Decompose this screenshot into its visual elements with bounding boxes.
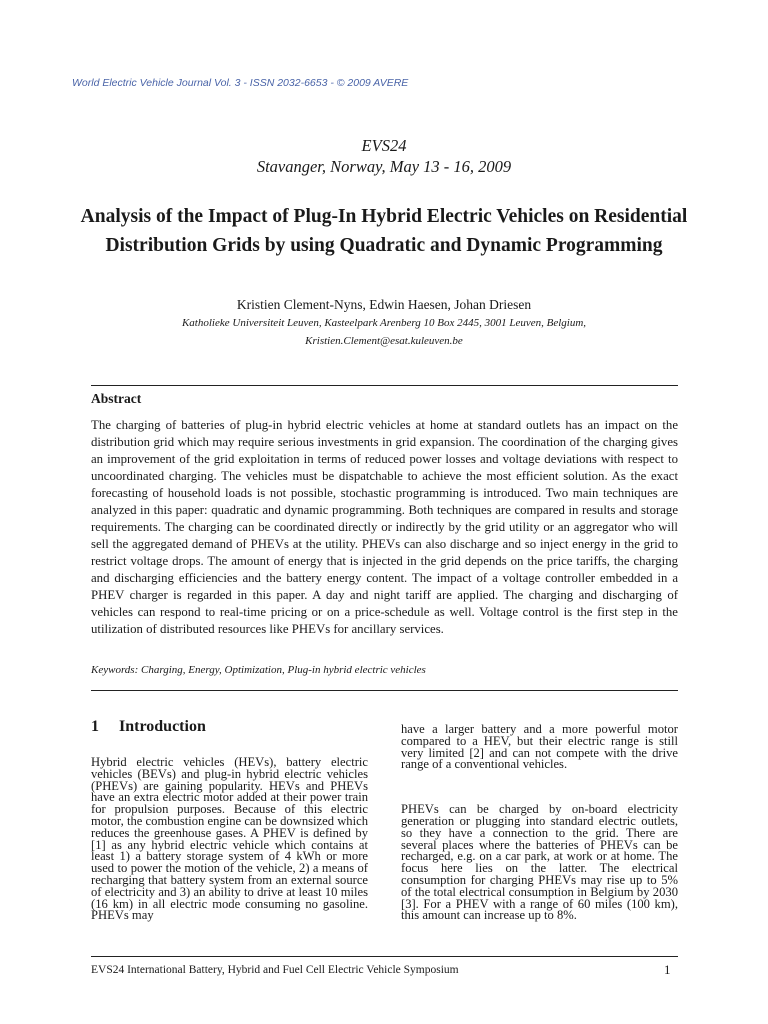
author-email: Kristien.Clement@esat.kuleuven.be <box>305 335 463 347</box>
intro-paragraph-left: Hybrid electric vehicles (HEVs), battery electric vehicles (BEVs) and plug-in hybrid electric vehicles (PHEVs) are gaining popularity. HEVs and PHEVs have an extra electric motor added at their power train for propulsion purposes. Because of this electric motor, the combustion engine can be downsized which reduces the greenhouse gases. A PHEV is defined by [1] as any hybrid electric vehicle which contains at least 1) a battery storage system of 4 kWh or more used to power the motion of the vehicle, 2) a means of recharging that battery system from an external source of electricity and 3) an ability to drive at least 10 miles (16 km) in all electric mode consuming no gasoline. PHEVs may <box>91 755 368 923</box>
footer-symposium: EVS24 International Battery, Hybrid and Fuel Cell Electric Vehicle Symposium <box>91 964 459 976</box>
right-column <box>401 724 678 922</box>
paper-title: Analysis of the Impact of Plug-In Hybrid Electric Vehicles on Residential Distribution Grids by using Quadratic and Dynamic Programming <box>80 206 688 256</box>
intro-paragraph-right-2: PHEVs can be charged by on-board electricity generation or plugging into standard electric outlets, so they have a connection to the grid. There are several places where the batteries of PHEVs can be recharged, e.g. on a car park, at work or at home. The focus here lies on the latter. The electrical consumption for charging PHEVs may rise up to 5% of the total electrical consumption in Belgium by 2030 [3]. For a PHEV with a range of 60 miles (100 km), this amount can increase up to 8%. <box>401 802 678 923</box>
conference-name: EVS24 <box>361 136 407 155</box>
abstract-text: The charging of batteries of plug-in hybrid electric vehicles at home at standard outlets has an impact on the distribution grid which may require serious investments in grid expansion. The coordination of the charging gives an improvement of the grid exploitation in terms of reduced power losses and voltage deviations with respect to uncoordinated charging. The vehicles must be dispatchable to achieve the most efficient solution. As the exact forecasting of household loads is not possible, stochastic programming is introduced. Two main techniques are analyzed in this paper: quadratic and dynamic programming. Both techniques are compared in results and storage requirements. The charging can be coordinated directly or indirectly by the grid utility or an aggregator who will sell the aggregated demand of PHEVs at the utility. PHEVs can also discharge and so inject energy in the grid to restrict voltage drops. The amount of energy that is injected in the grid depends on the price tariffs, the charging and discharging efficiencies and the battery energy content. The impact of a voltage controller embedded in a PHEV charger is regarded in this paper. A day and night tariff are applied. The charging and discharging of vehicles can respond to real-time pricing or on a price-schedule as well. Voltage control is the first step in the utilization of distributed resources like PHEVs for ancillary services. <box>91 418 678 636</box>
journal-header: World Electric Vehicle Journal Vol. 3 - ISSN 2032-6653 - © 2009 AVERE <box>72 77 409 89</box>
abstract-top-rule <box>91 385 678 386</box>
conference-place-date: Stavanger, Norway, May 13 - 16, 2009 <box>256 157 512 176</box>
abstract-bottom-rule <box>91 690 678 691</box>
footer-rule <box>91 956 678 957</box>
section-number: 1 <box>91 718 99 735</box>
section-heading-introduction <box>91 718 206 736</box>
abstract-heading: Abstract <box>91 391 142 406</box>
paper-authors: Kristien Clement-Nyns, Edwin Haesen, Johan Driesen <box>236 297 532 312</box>
page-number: 1 <box>664 962 671 977</box>
intro-paragraph-right-1: have a larger battery and a more powerful motor compared to a HEV, but their electric range is still very limited [2] and can not compete with the drive range of a conventional vehicles. <box>401 722 678 772</box>
keywords: Keywords: Charging, Energy, Optimization, Plug-in hybrid electric vehicles <box>91 664 426 676</box>
left-column <box>91 757 368 922</box>
section-title: Introduction <box>119 718 206 735</box>
author-affiliation: Katholieke Universiteit Leuven, Kasteelpark Arenberg 10 Box 2445, 3001 Leuven, Belgium, <box>181 317 587 329</box>
